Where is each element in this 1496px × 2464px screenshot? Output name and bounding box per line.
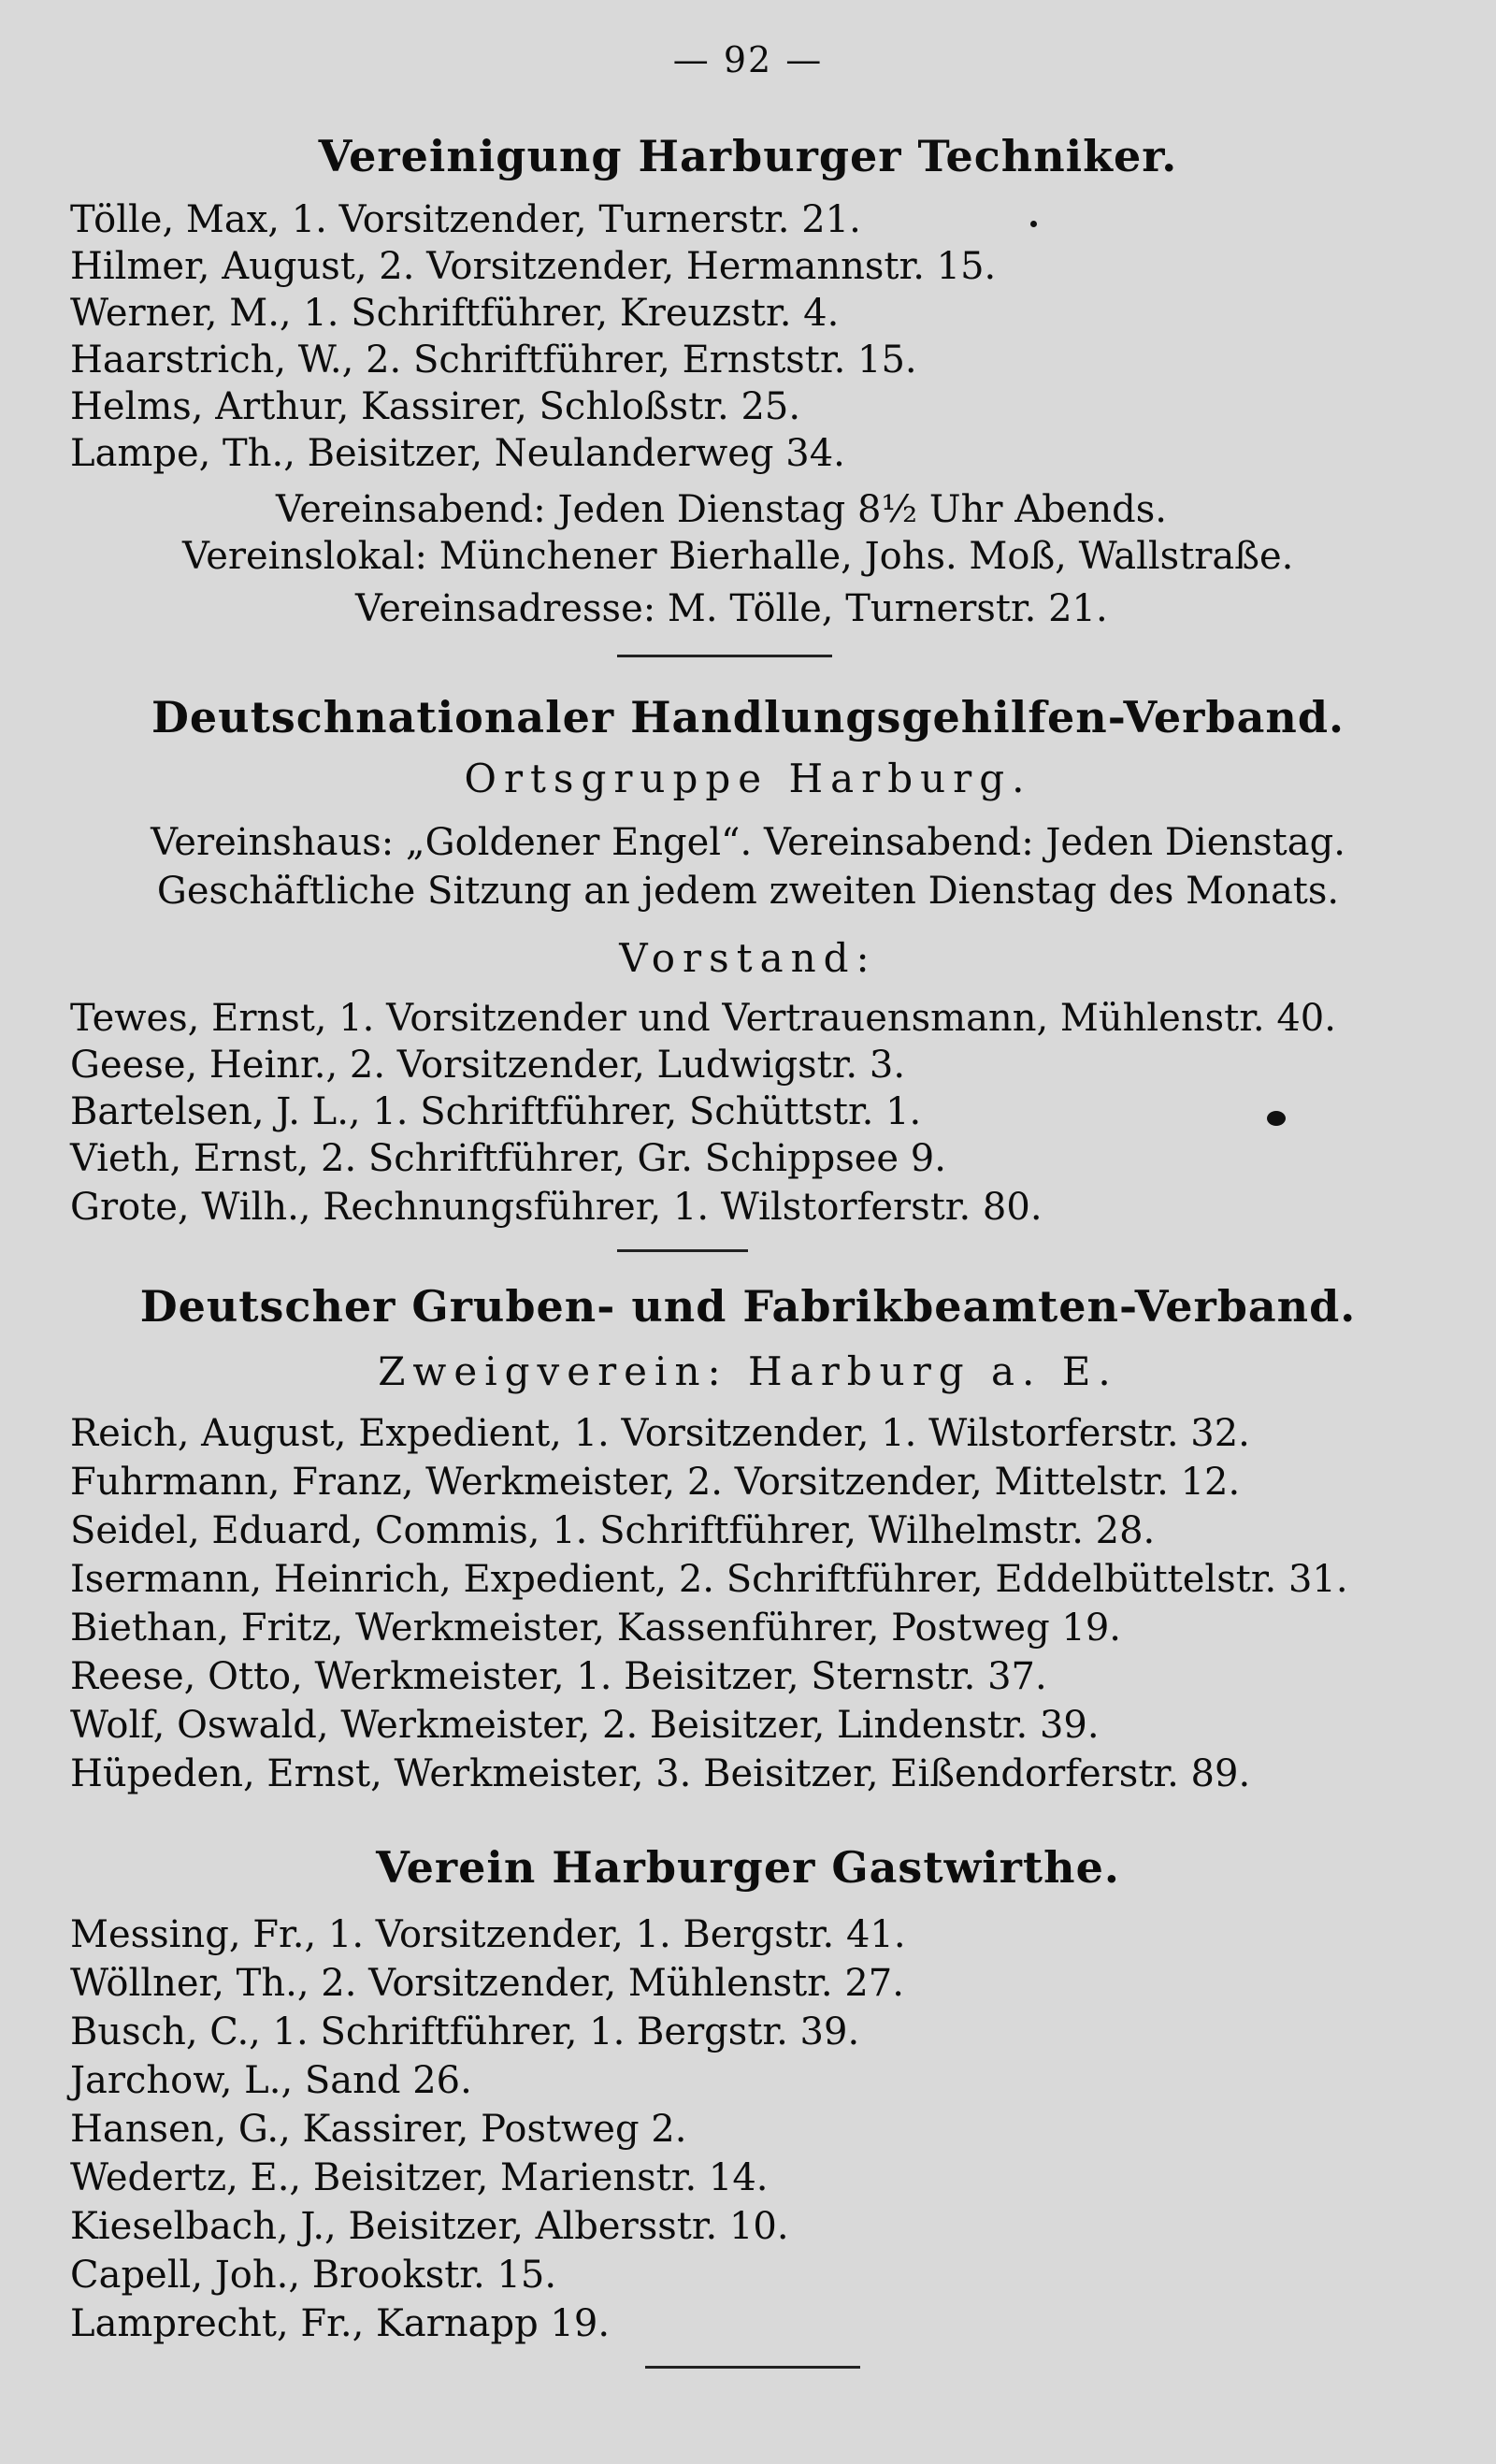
member-line: Reese, Otto, Werkmeister, 1. Beisitzer, Sternstr. 37. [70, 1655, 1047, 1698]
member-line: Seidel, Eduard, Commis, 1. Schriftführer, Wilhelmstr. 28. [70, 1509, 1156, 1552]
business-meeting-note: Geschäftliche Sitzung an jedem zweiten Dienstag des Monats. [156, 870, 1340, 913]
member-line: Biethan, Fritz, Werkmeister, Kassenführer, Postweg 19. [70, 1607, 1122, 1650]
section-title-gastwirthe: Verein Harburger Gastwirthe. [376, 1842, 1120, 1893]
section-title-fabrikbeamten: Deutscher Gruben- und Fabrikbeamten-Verband. [139, 1281, 1357, 1332]
member-line: Vieth, Ernst, 2. Schriftführer, Gr. Schippsee 9. [70, 1137, 946, 1180]
member-line: Messing, Fr., 1. Vorsitzender, 1. Bergstr. 41. [70, 1913, 906, 1956]
section-subtitle: Zweigverein: Harburg a. E. [378, 1348, 1118, 1394]
member-line: Grote, Wilh., Rechnungsführer, 1. Wilstorferstr. 80. [70, 1186, 1043, 1229]
section-divider [645, 2366, 860, 2369]
member-line: Geese, Heinr., 2. Vorsitzender, Ludwigstr. 3. [70, 1044, 906, 1087]
member-line: Lamprecht, Fr., Karnapp 19. [70, 2302, 611, 2345]
member-line: Werner, M., 1. Schriftführer, Kreuzstr. 4. [70, 292, 840, 335]
member-line: Helms, Arthur, Kassirer, Schloßstr. 25. [70, 385, 801, 428]
member-line: Hilmer, August, 2. Vorsitzender, Hermannstr. 15. [70, 245, 997, 288]
club-house-note: Vereinshaus: „Goldener Engel“. Vereinsabend: Jeden Dienstag. [151, 821, 1345, 864]
ink-speck [1030, 221, 1037, 227]
board-label: Vorstand: [619, 935, 877, 981]
member-line: Jarchow, L., Sand 26. [70, 2059, 472, 2102]
page-number: — 92 — [672, 39, 824, 80]
section-title-handlungsgehilfen: Deutschnationaler Handlungsgehilfen-Verband. [151, 692, 1345, 742]
meeting-venue: Vereinslokal: Münchener Bierhalle, Johs. Moß, Wallstraße. [182, 535, 1294, 578]
meeting-evening: Vereinsabend: Jeden Dienstag 8½ Uhr Abends. [276, 488, 1167, 531]
member-line: Bartelsen, J. L., 1. Schriftführer, Schüttstr. 1. [70, 1090, 922, 1133]
member-line: Wolf, Oswald, Werkmeister, 2. Beisitzer, Lindenstr. 39. [70, 1704, 1100, 1747]
member-line: Capell, Joh., Brookstr. 15. [70, 2254, 557, 2297]
member-line: Hüpeden, Ernst, Werkmeister, 3. Beisitzer, Eißendorferstr. 89. [70, 1752, 1251, 1795]
member-line: Haarstrich, W., 2. Schriftführer, Ernststr. 15. [70, 339, 917, 382]
member-line: Reich, August, Expedient, 1. Vorsitzender, 1. Wilstorferstr. 32. [70, 1412, 1250, 1455]
member-line: Fuhrmann, Franz, Werkmeister, 2. Vorsitzender, Mittelstr. 12. [70, 1461, 1241, 1504]
section-divider [617, 1249, 748, 1252]
section-divider [617, 655, 832, 657]
member-line: Isermann, Heinrich, Expedient, 2. Schriftführer, Eddelbüttelstr. 31. [70, 1558, 1348, 1601]
member-line: Busch, C., 1. Schriftführer, 1. Bergstr. 39. [70, 2010, 860, 2053]
club-address: Vereinsadresse: M. Tölle, Turnerstr. 21. [355, 587, 1108, 630]
member-line: Kieselbach, J., Beisitzer, Albersstr. 10. [70, 2205, 789, 2248]
member-line: Tölle, Max, 1. Vorsitzender, Turnerstr. 21. [70, 198, 861, 241]
member-line: Wedertz, E., Beisitzer, Marienstr. 14. [70, 2156, 769, 2199]
member-line: Wöllner, Th., 2. Vorsitzender, Mühlenstr. 27. [70, 1962, 904, 2005]
section-subtitle: Ortsgruppe Harburg. [464, 756, 1032, 801]
member-line: Tewes, Ernst, 1. Vorsitzender und Vertrauensmann, Mühlenstr. 40. [70, 997, 1336, 1040]
ink-speck [1267, 1111, 1286, 1126]
section-title-techniker: Vereinigung Harburger Techniker. [318, 131, 1178, 181]
member-line: Hansen, G., Kassirer, Postweg 2. [70, 2108, 687, 2151]
member-line: Lampe, Th., Beisitzer, Neulanderweg 34. [70, 432, 845, 475]
